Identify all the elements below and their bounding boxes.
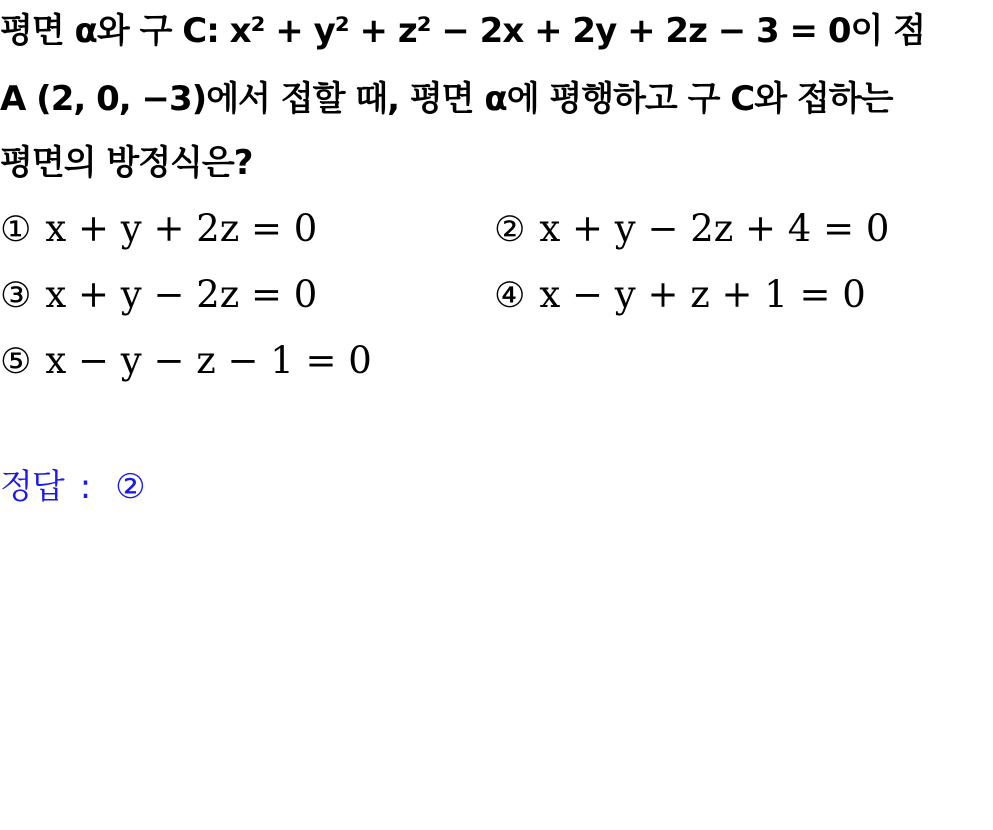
choice-expression: x − y + z + 1 = 0 [539,273,866,316]
question-line-1: 평면 α와 구 C: x² + y² + z² − 2x + 2y + 2z − 3 = 0이 점 [0,11,926,51]
choice-expression: x + y − 2z = 0 [45,273,318,316]
answer-line [0,467,146,507]
choice-expression: x + y + 2z = 0 [45,207,318,250]
choice-number: ⑤ [0,342,32,382]
choice-expression: x − y − z − 1 = 0 [45,339,372,382]
answer-colon: : [79,467,92,507]
question-line-2: A (2, 0, −3)에서 접할 때, 평면 α에 평행하고 구 C와 접하는 [0,79,893,119]
choice-3[interactable] [0,273,318,316]
choice-expression: x + y − 2z + 4 = 0 [539,207,890,250]
answer-label: 정답 [0,467,64,507]
choice-number: ③ [0,276,32,316]
answer-value: ② [115,467,146,507]
choice-number: ④ [494,276,526,316]
choice-4[interactable] [494,273,866,316]
choice-2[interactable] [494,207,890,250]
choice-5[interactable] [0,339,372,382]
choice-number: ① [0,210,32,250]
choice-1[interactable] [0,207,318,250]
choice-number: ② [494,210,526,250]
question-line-3: 평면의 방정식은? [0,143,253,183]
